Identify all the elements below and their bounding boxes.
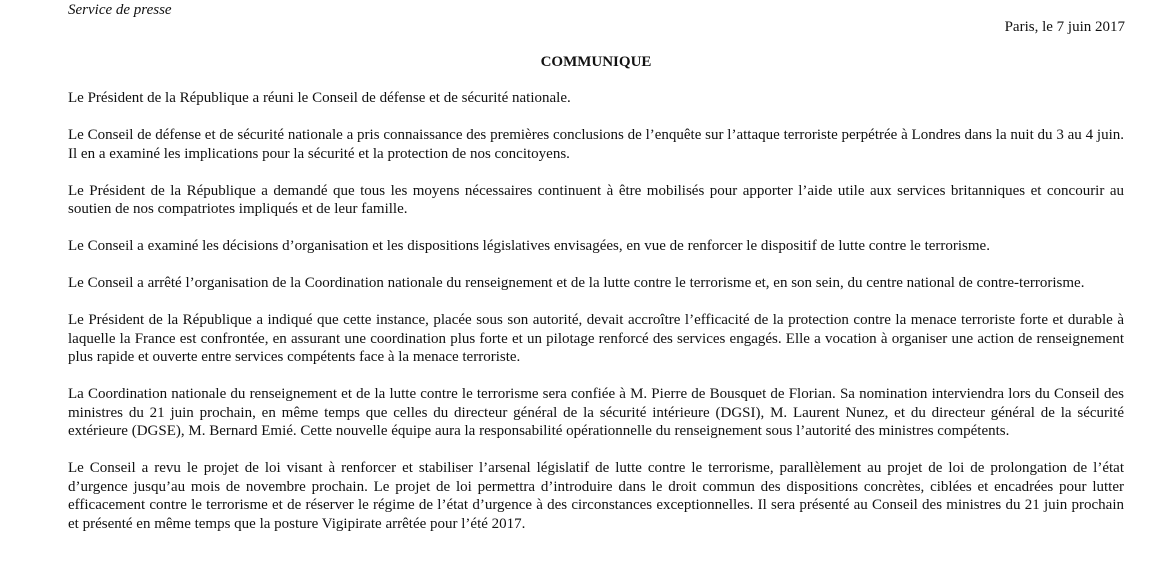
service-label: Service de presse [68,2,172,18]
paragraph-4: Le Conseil a examiné les décisions d’organisation et les dispositions législatives envisagées, en vue de renforcer le dispositif de lutte contre le terrorisme. [68,238,990,254]
document-body [68,89,1124,552]
paragraph-7: La Coordination nationale du renseignement et de la lutte contre le terrorisme sera confiée à M. Pierre de Bousquet de Florian. Sa nomination interviendra lors du Conseil des ministres du 21 juin prochain, en même temps que celles du directeur général de la sécurité intérieure (DGSI), M. Laurent Nunez, et du directeur général de la sécurité extérieure (DGSE), M. Bernard Emié. Cette nouvelle équipe aura la responsabilité opérationnelle du renseignement sous l’autorité des ministres compétents. [68,386,1124,439]
paragraph-6: Le Président de la République a indiqué que cette instance, placée sous son autorité, devait accroître l’efficacité de la protection contre la menace terroriste forte et durable à laquelle la France est confrontée, en assurant une coordination plus forte et un pilotage renforcé des services engagés. Elle a vocation à organiser une action de renseignement plus rapide et ouverte entre services compétents face à la menace terroriste. [68,312,1124,365]
paragraph-2: Le Conseil de défense et de sécurité nationale a pris connaissance des premières conclusions de l’enquête sur l’attaque terroriste perpétrée à Londres dans la nuit du 3 au 4 juin. Il en a examiné les implications pour la sécurité et la protection de nos concitoyens. [68,127,1124,162]
document-title: COMMUNIQUE [540,54,652,70]
date-line: Paris, le 7 juin 2017 [1004,19,1125,35]
paragraph-1: Le Président de la République a réuni le Conseil de défense et de sécurité nationale. [68,90,571,106]
paragraph-8: Le Conseil a revu le projet de loi visant à renforcer et stabiliser l’arsenal législatif de lutte contre le terrorisme, parallèlement au projet de loi de prolongation de l’état d’urgence jusqu’au mois de novembre prochain. Le projet de loi permettra d’introduire dans le droit commun des dispositions concrètes, ciblées et encadrées pour lutter efficacement contre le terrorisme et de réserver le régime de l’état d’urgence à des circonstances exceptionnelles. Il sera présenté au Conseil des ministres du 21 juin prochain et présenté en même temps que la posture Vigipirate arrêtée pour l’été 2017. [68,460,1124,532]
paragraph-5: Le Conseil a arrêté l’organisation de la Coordination nationale du renseignement et de la lutte contre le terrorisme et, en son sein, du centre national de contre-terrorisme. [68,275,1085,291]
paragraph-3: Le Président de la République a demandé que tous les moyens nécessaires continuent à être mobilisés pour apporter l’aide utile aux services britanniques et concourir au soutien de nos compatriotes impliqués et de leur famille. [68,182,1124,217]
